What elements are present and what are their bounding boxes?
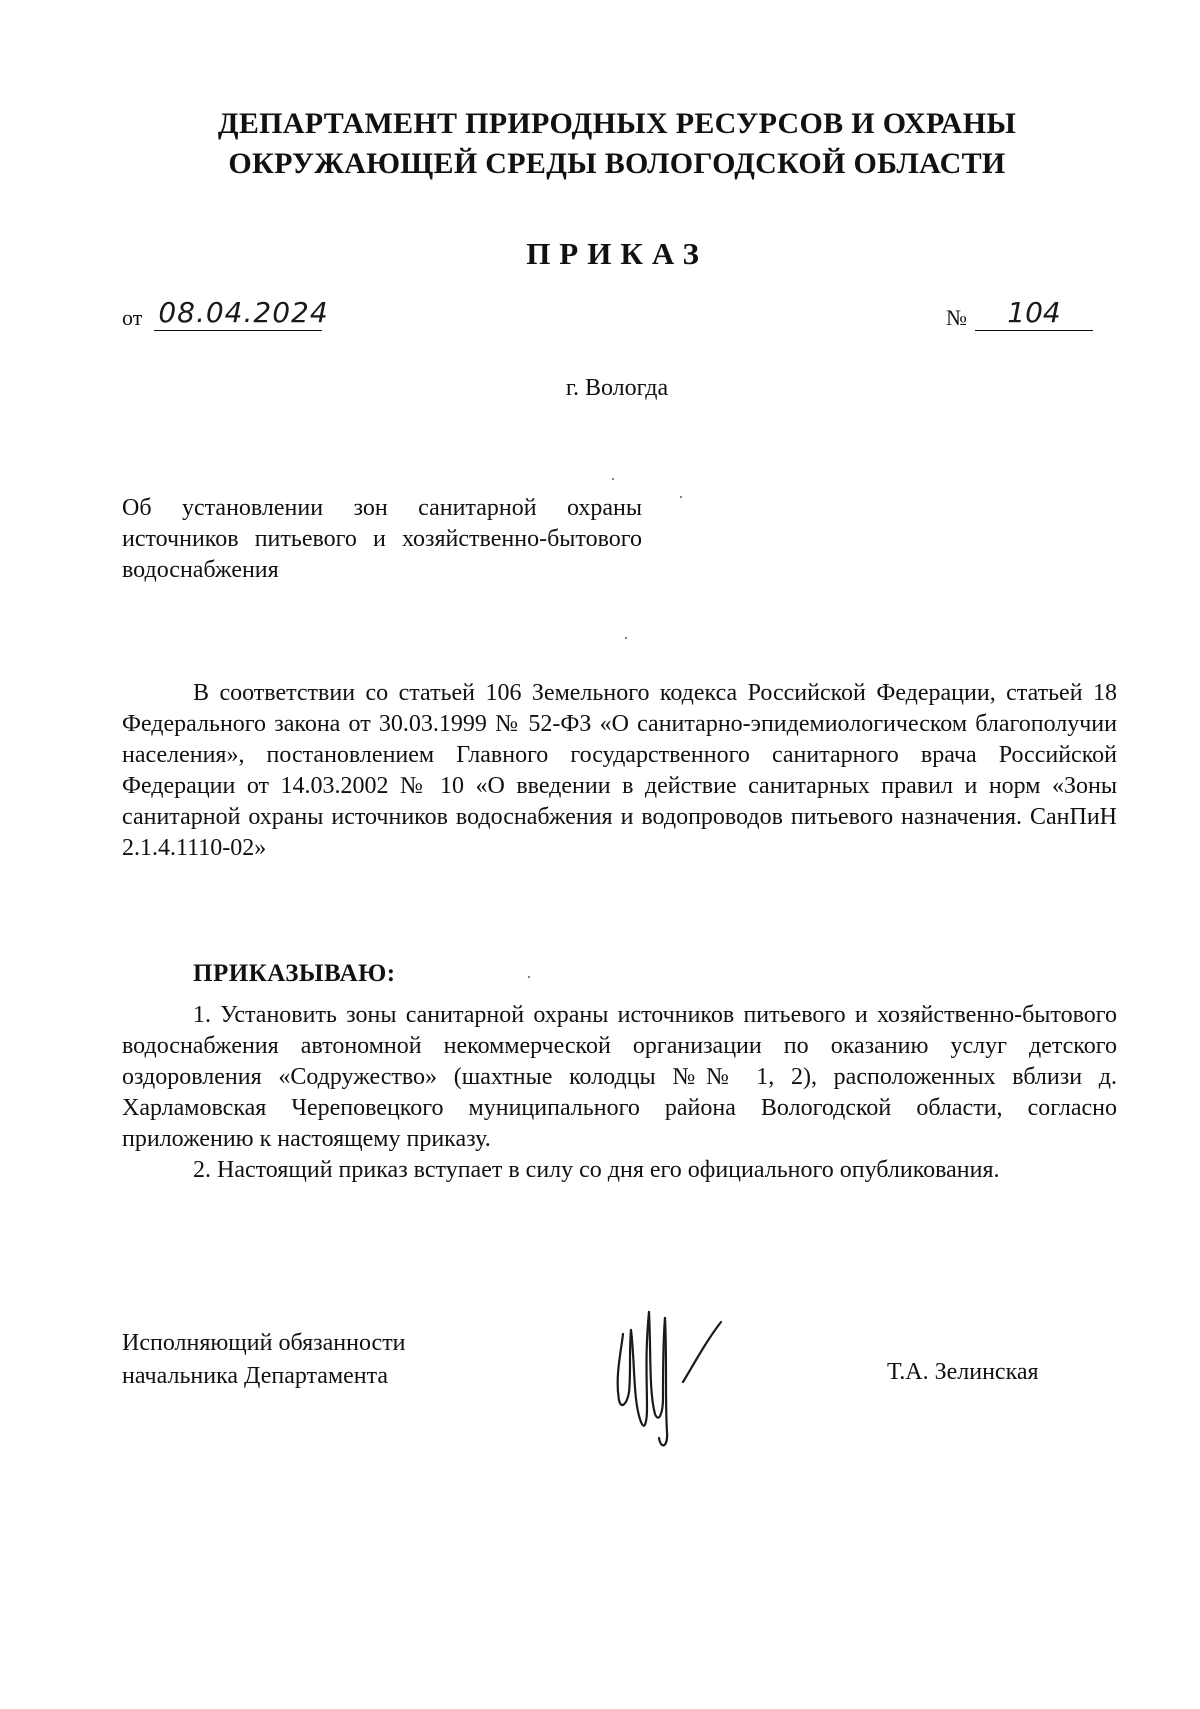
scan-speck (680, 496, 682, 498)
city-line: г. Вологда (565, 375, 669, 401)
department-line-1: ДЕПАРТАМЕНТ ПРИРОДНЫХ РЕСУРСОВ И ОХРАНЫ (217, 107, 1017, 140)
number-row (946, 296, 1093, 331)
department-line-2: ОКРУЖАЮЩЕЙ СРЕДЫ ВОЛОГОДСКОЙ ОБЛАСТИ (228, 147, 1006, 180)
scan-speck (612, 478, 614, 480)
order-word: ПРИКАЗЫВАЮ: (193, 960, 396, 987)
order-subject: Об установлении зон санитарной охраны источников питьевого и хозяйственно-бытового водоснабжения (122, 495, 642, 583)
order-point-1: 1. Установить зоны санитарной охраны источников питьевого и хозяйственно-бытового водоснабжения автономной некоммерческой организации по оказанию услуг детского оздоровления «Содружество» (шахтные колодцы №№ 1, 2), расположенных вблизи д. Харламовская Череповецкого муниципального района Вологодской области, согласно приложению к настоящему приказу. (122, 1002, 1117, 1152)
handwritten-signature (605, 1282, 745, 1452)
signatory-title-line-2: начальника Департамента (122, 1363, 389, 1389)
document-type: ПРИКАЗ (526, 236, 708, 271)
scan-speck (528, 976, 530, 978)
preamble-paragraph: В соответствии со статьей 106 Земельного кодекса Российской Федерации, статьей 18 Федерального закона от 30.03.1999 № 52-ФЗ «О санитарно-эпидемиологическом благополучии населения», постановлением Главного государственного санитарного врача Российской Федерации от 14.03.2002 № 10 «О введении в действие санитарных правил и норм «Зоны санитарной охраны источников водоснабжения и водопроводов питьевого назначения. СанПиН 2.1.4.1110-02» (122, 680, 1117, 861)
number-prefix: № (946, 305, 967, 330)
scan-speck (625, 637, 627, 639)
signer-name: Т.А. Зелинская (887, 1359, 1039, 1385)
order-points (122, 1000, 1117, 1186)
department-header (0, 104, 1200, 184)
date-row (122, 296, 329, 331)
signatory-title-line-1: Исполняющий обязанности (122, 1330, 406, 1356)
date-prefix: от (122, 305, 143, 330)
signatory-title (122, 1327, 406, 1393)
handwritten-number: 104 (975, 296, 1093, 331)
handwritten-date: 08.04.2024 (154, 296, 322, 331)
order-point-2: 2. Настоящий приказ вступает в силу со дня его официального опубликования. (193, 1157, 1000, 1183)
